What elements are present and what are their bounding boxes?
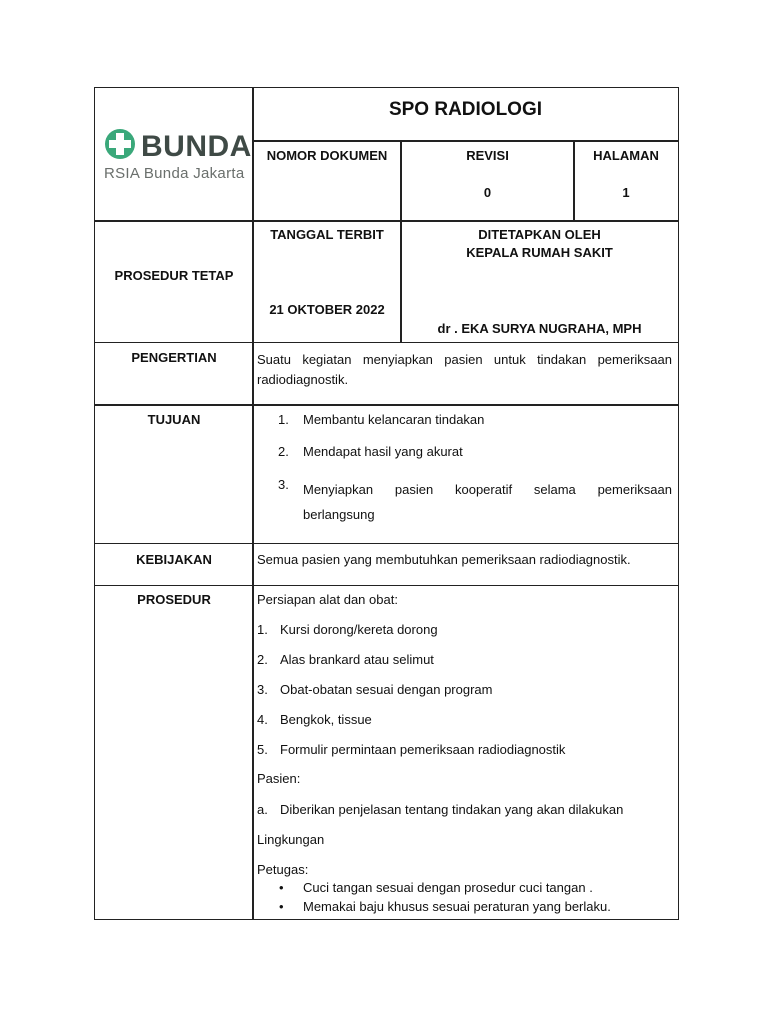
alat-item-1: Kursi dorong/kereta dorong (280, 622, 438, 637)
revisi-label: REVISI (466, 148, 509, 163)
alat-item-5: Formulir permintaan pemeriksaan radiodiagnostik (280, 742, 566, 757)
tujuan-label: TUJUAN (147, 412, 201, 427)
petugas-heading: Petugas: (257, 862, 309, 877)
pengertian-text: Suatu kegiatan menyiapkan pasien untuk tindakan pemeriksaan radiodiagnostik. (257, 352, 672, 387)
bullet-icon: • (279, 899, 284, 914)
alat-num-3: 3. (257, 682, 268, 697)
alat-item-2: Alas brankard atau selimut (280, 652, 434, 667)
revisi-value: 0 (483, 185, 492, 200)
cross-logo-icon (104, 128, 136, 160)
halaman-label: HALAMAN (593, 148, 659, 163)
ditetapkan-line2: KEPALA RUMAH SAKIT (466, 245, 613, 260)
alat-num-5: 5. (257, 742, 268, 757)
bullet-icon: • (279, 880, 284, 895)
logo-brand: BUNDA (141, 130, 252, 163)
tujuan-num-3: 3. (278, 477, 289, 492)
prosedur-label-cell (94, 585, 254, 920)
page-title: SPO RADIOLOGI (388, 99, 543, 120)
signatory: dr . EKA SURYA NUGRAHA, MPH (437, 321, 642, 336)
tujuan-num-2: 2. (278, 444, 289, 459)
tujuan-item-1: Membantu kelancaran tindakan (303, 412, 485, 427)
alat-num-1: 1. (257, 622, 268, 637)
lingkungan-heading: Lingkungan (257, 832, 325, 847)
pasien-heading: Pasien: (257, 771, 301, 786)
tanggal-label: TANGGAL TERBIT (270, 227, 384, 242)
kebijakan-label: KEBIJAKAN (136, 552, 212, 567)
alat-num-2: 2. (257, 652, 268, 667)
logo-subtitle: RSIA Bunda Jakarta (104, 165, 245, 182)
tujuan-num-1: 1. (278, 412, 289, 427)
alat-item-4: Bengkok, tissue (280, 712, 372, 727)
alat-item-3: Obat-obatan sesuai dengan program (280, 682, 493, 697)
kebijakan-text: Semua pasien yang membutuhkan pemeriksaan radiodiagnostik. (257, 552, 631, 567)
prosedur-tetap-label: PROSEDUR TETAP (114, 268, 234, 283)
persiapan-heading: Persiapan alat dan obat: (257, 592, 398, 607)
nomor-label: NOMOR DOKUMEN (266, 148, 388, 163)
pasien-item-a: Diberikan penjelasan tentang tindakan yang akan dilakukan (280, 802, 624, 817)
alat-num-4: 4. (257, 712, 268, 727)
pengertian-label: PENGERTIAN (131, 350, 217, 365)
ditetapkan-line1: DITETAPKAN OLEH (478, 227, 601, 242)
prosedur-label: PROSEDUR (137, 592, 211, 607)
petugas-item-2: Memakai baju khusus sesuai peraturan yang berlaku. (303, 899, 611, 914)
halaman-value: 1 (622, 185, 630, 200)
petugas-item-1: Cuci tangan sesuai dengan prosedur cuci tangan . (303, 880, 593, 895)
tanggal-value: 21 OKTOBER 2022 (269, 302, 385, 317)
tujuan-item-3: Menyiapkan pasien kooperatif selama pemeriksaan berlangsung (303, 482, 672, 522)
pasien-num-a: a. (257, 802, 268, 817)
tujuan-item-2: Mendapat hasil yang akurat (303, 444, 463, 459)
